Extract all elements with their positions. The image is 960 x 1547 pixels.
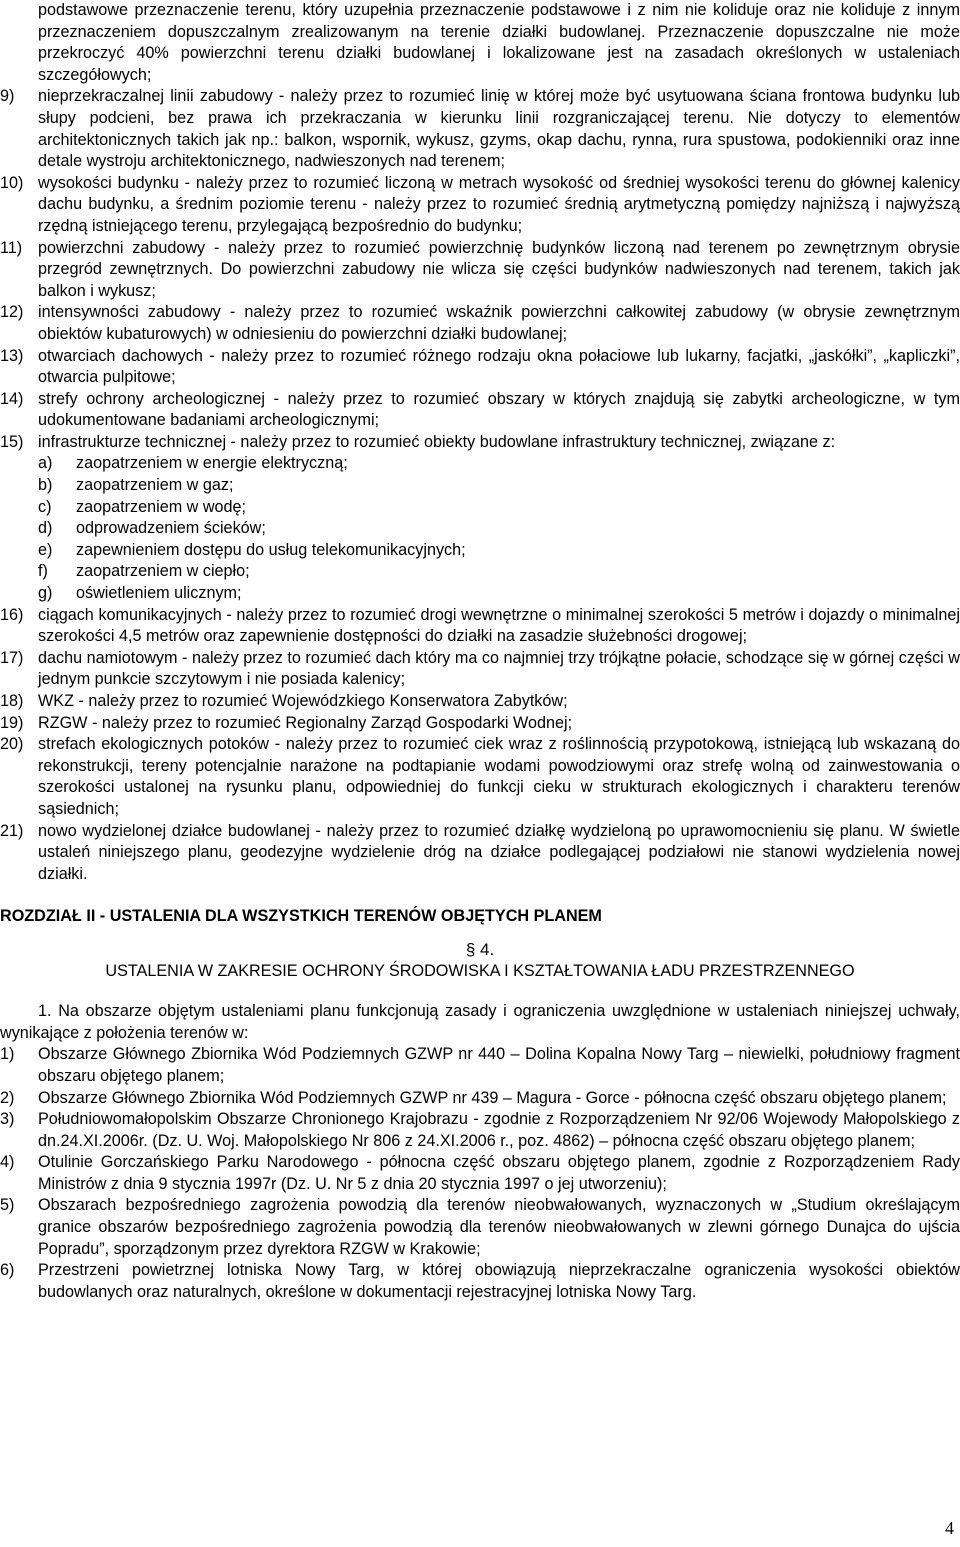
item-text: ciągach komunikacyjnych - należy przez to rozumieć drogi wewnętrzne o minimalnej szerokości 5 metrów i dojazdy o minimalnej szerokości 4,5 metrów oraz zapewnienie dostępności do działki na zasadzie służebności drogowej;	[38, 605, 960, 646]
section-title: USTALENIA W ZAKRESIE OCHRONY ŚRODOWISKA I KSZTAŁTOWANIA ŁADU PRZESTRZENNEGO	[105, 961, 855, 980]
definition-item	[0, 302, 960, 345]
item-number: 14)	[0, 389, 24, 408]
sub-item-text: zaopatrzeniem w wodę;	[76, 497, 247, 516]
definition-item	[0, 821, 960, 886]
definition-item	[0, 389, 960, 432]
item-number: 5)	[0, 1196, 15, 1215]
item-text: infrastrukturze technicznej - należy przez to rozumieć obiekty budowlane infrastruktury technicznej, związane z:	[38, 432, 836, 451]
sub-item	[0, 583, 960, 605]
definition-item	[0, 648, 960, 691]
item-number: 13)	[0, 346, 24, 365]
sub-item-text: zaopatrzeniem w ciepło;	[76, 562, 250, 581]
item-text: WKZ - należy przez to rozumieć Wojewódzkiego Konserwatora Zabytków;	[38, 692, 568, 710]
intro-paragraph: podstawowe przeznaczenie terenu, który uzupełnia przeznaczenie podstawowe i z nim nie koliduje oraz nie koliduje z innym przeznaczeniem dopuszczalnym zrealizowanym na terenie działki budowlanej. Przeznaczenie dopuszczalne nie może przekroczyć 40% powierzchni terenu działki budowlanej i lokalizowane jest na zasadach określonych w ustaleniach szczegółowych;	[38, 1, 960, 84]
item-text: Przestrzeni powietrznej lotniska Nowy Targ, w której obowiązują nieprzekraczalne ograniczenia wysokości obiektów budowlanych oraz naturalnych, określone w dokumentacji rejestracyjnej lotniska Nowy Targ.	[38, 1261, 960, 1301]
item-number: 18)	[0, 692, 24, 710]
sub-item-text: zapewnieniem dostępu do usług telekomunikacyjnych;	[76, 540, 466, 559]
area-item	[0, 1195, 960, 1260]
area-item	[0, 1088, 960, 1110]
sub-item-letter: g)	[38, 584, 53, 603]
item-text: strefy ochrony archeologicznej - należy przez to rozumieć obszary w których znajdują się zabytki archeologiczne, w tym udokumentowane badaniami archeologicznymi;	[38, 389, 960, 430]
item-text: Południowomałopolskim Obszarze Chronionego Krajobrazu - zgodnie z Rozporządzeniem Nr 92/06 Wojewody Małopolskiego z dn.24.XI.2006r. (Dz. U. Woj. Małopolskiego Nr 806 z 24.XI.2006 r., poz. 4862) – północna część obszaru objętego planem;	[38, 1110, 960, 1150]
definition-item	[0, 86, 960, 172]
item-text: Otulinie Gorczańskiego Parku Narodowego - północna część obszaru objętego planem, zgodnie z Rozporządzeniem Rady Ministrów z dnia 9 stycznia 1997r (Dz. U. Nr 5 z dnia 20 stycznia 1997 o jej utworzeniu);	[38, 1153, 960, 1193]
section-symbol: § 4.	[465, 939, 495, 959]
sub-item-letter: f)	[38, 562, 48, 581]
sub-item	[0, 453, 960, 475]
item-number: 15)	[0, 432, 24, 451]
sub-item-letter: d)	[38, 519, 53, 538]
sub-item	[0, 540, 960, 562]
item-text: nieprzekraczalnej linii zabudowy - należy przez to rozumieć linię w której może być usytuowana ściana frontowa budynku lub słupy podcieni, bez prawa ich przekraczania w kierunku linii rozgraniczającej terenu. Nie dotyczy to elementów architektonicznych takich jak np.: balkon, wspornik, wykusz, gzyms, okap dachu, rynna, rura spustowa, podokienniki oraz inne detale wystroju architektonicznego, nadwieszonych nad terenem;	[38, 87, 960, 171]
item-number: 12)	[0, 303, 24, 322]
area-item	[0, 1109, 960, 1152]
area-item	[0, 1044, 960, 1087]
page-number: 4	[945, 1518, 954, 1538]
sub-item-text: zaopatrzeniem w gaz;	[76, 476, 234, 495]
item-number: 17)	[0, 648, 24, 667]
sub-item-letter: e)	[38, 540, 53, 559]
item-text: intensywności zabudowy - należy przez to rozumieć wskaźnik powierzchni całkowitej zabudowy (w obrysie zewnętrznym obiektów kubaturowych) w odniesieniu do powierzchni działki budowlanej;	[38, 303, 960, 343]
item-number: 1)	[0, 1045, 15, 1064]
item-number: 21)	[0, 821, 24, 840]
sub-item	[0, 497, 960, 519]
item-text: nowo wydzielonej działce budowlanej - należy przez to rozumieć działkę wydzieloną po uprawomocnieniu się planu. W świetle ustaleń niniejszego planu, geodezyjne wydzielenie dróg na działce podlegającej podziałowi nie stanowi wydzielenia nowej działki.	[38, 821, 960, 883]
item-text: dachu namiotowym - należy przez to rozumieć dach który ma co najmniej trzy trójkątne połacie, schodzące się w górnej części w jednym punkcie szczytowym i nie posiada kalenicy;	[38, 648, 960, 689]
definition-item	[0, 713, 960, 735]
item-text: Obszarze Głównego Zbiornika Wód Podziemnych GZWP nr 440 – Dolina Kopalna Nowy Targ – niewielki, południowy fragment obszaru objętego planem;	[38, 1045, 960, 1085]
item-number: 2)	[0, 1088, 15, 1107]
definition-item	[0, 173, 960, 238]
item-text: wysokości budynku - należy przez to rozumieć liczoną w metrach wysokość od średniej wysokości terenu do głównej kalenicy dachu budynku, a średnim poziomie terenu - należy przez to rozumieć średnią arytmetyczną pomiędzy najniższą i najwyższą rzędną istniejącego terenu, przylegającą bezpośrednio do budynku;	[38, 173, 960, 235]
item-number: 11)	[0, 238, 23, 257]
item-text: Obszarze Głównego Zbiornika Wód Podziemnych GZWP nr 439 – Magura - Gorce - północna część obszaru objętego planem;	[38, 1088, 947, 1107]
item-text: Obszarach bezpośredniego zagrożenia powodzią dla terenów nieobwałowanych, wyznaczonych w „Studium określającym granice obszarów bezpośredniego zagrożenia powodzią dla terenów nieobwałowanych w zlewni górnego Dunajca do ujścia Popradu”, sporządzonym przez dyrektora RZGW w Krakowie;	[38, 1196, 960, 1258]
area-item	[0, 1152, 960, 1195]
item-number: 10)	[0, 173, 24, 192]
sub-item-letter: c)	[38, 497, 52, 516]
sub-item	[0, 518, 960, 540]
sub-item-text: oświetleniem ulicznym;	[76, 584, 242, 603]
item-number: 4)	[0, 1153, 15, 1172]
item-number: 20)	[0, 735, 24, 754]
sub-item-letter: b)	[38, 476, 53, 495]
sub-item-text: zaopatrzeniem w energie elektryczną;	[76, 454, 348, 473]
item-number: 6)	[0, 1261, 15, 1280]
sub-item	[0, 475, 960, 497]
item-number: 9)	[0, 87, 15, 106]
definition-item	[0, 605, 960, 648]
item-number: 19)	[0, 713, 24, 732]
sub-item-letter: a)	[38, 454, 53, 473]
definition-item	[0, 238, 960, 303]
definition-item	[0, 432, 960, 454]
definition-item	[0, 734, 960, 820]
area-item	[0, 1260, 960, 1303]
chapter-heading: ROZDZIAŁ II - USTALENIA DLA WSZYSTKICH TERENÓW OBJĘTYCH PLANEM	[0, 907, 602, 926]
sub-item-text: odprowadzeniem ścieków;	[76, 519, 266, 538]
item-number: 3)	[0, 1110, 15, 1129]
item-text: RZGW - należy przez to rozumieć Regionalny Zarząd Gospodarki Wodnej;	[38, 713, 573, 732]
item-text: powierzchni zabudowy - należy przez to rozumieć powierzchnię budynków liczoną nad terenem po zewnętrznym obrysie przegród zewnętrznych. Do powierzchni zabudowy nie wlicza się części budynków nadwieszonych nad terenem, takich jak balkon i wykusz;	[38, 238, 960, 300]
item-number: 16)	[0, 605, 24, 624]
sub-item	[0, 561, 960, 583]
item-text: otwarciach dachowych - należy przez to rozumieć różnego rodzaju okna połaciowe lub lukarny, facjatki, „jaskółki”, „kapliczki”, otwarcia pulpitowe;	[38, 346, 960, 387]
definition-item	[0, 691, 960, 713]
item-text: strefach ekologicznych potoków - należy przez to rozumieć ciek wraz z roślinnością przypotokową, istniejącą lub wskazaną do rekonstrukcji, tereny potencjalnie narażone na podtapianie wodami powodziowymi oraz strefę wolną od zainwestowania o szerokości ustalonej na rysunku planu, odpowiedniej do funkcji cieku w strukturach ekologicznych i charakteru terenów sąsiednich;	[38, 735, 960, 818]
definition-item	[0, 346, 960, 389]
point-1-paragraph: 1. Na obszarze objętym ustaleniami planu funkcjonują zasady i ograniczenia uwzględnione w ustaleniach niniejszej uchwały, wynikające z położenia terenów w:	[0, 1002, 960, 1042]
